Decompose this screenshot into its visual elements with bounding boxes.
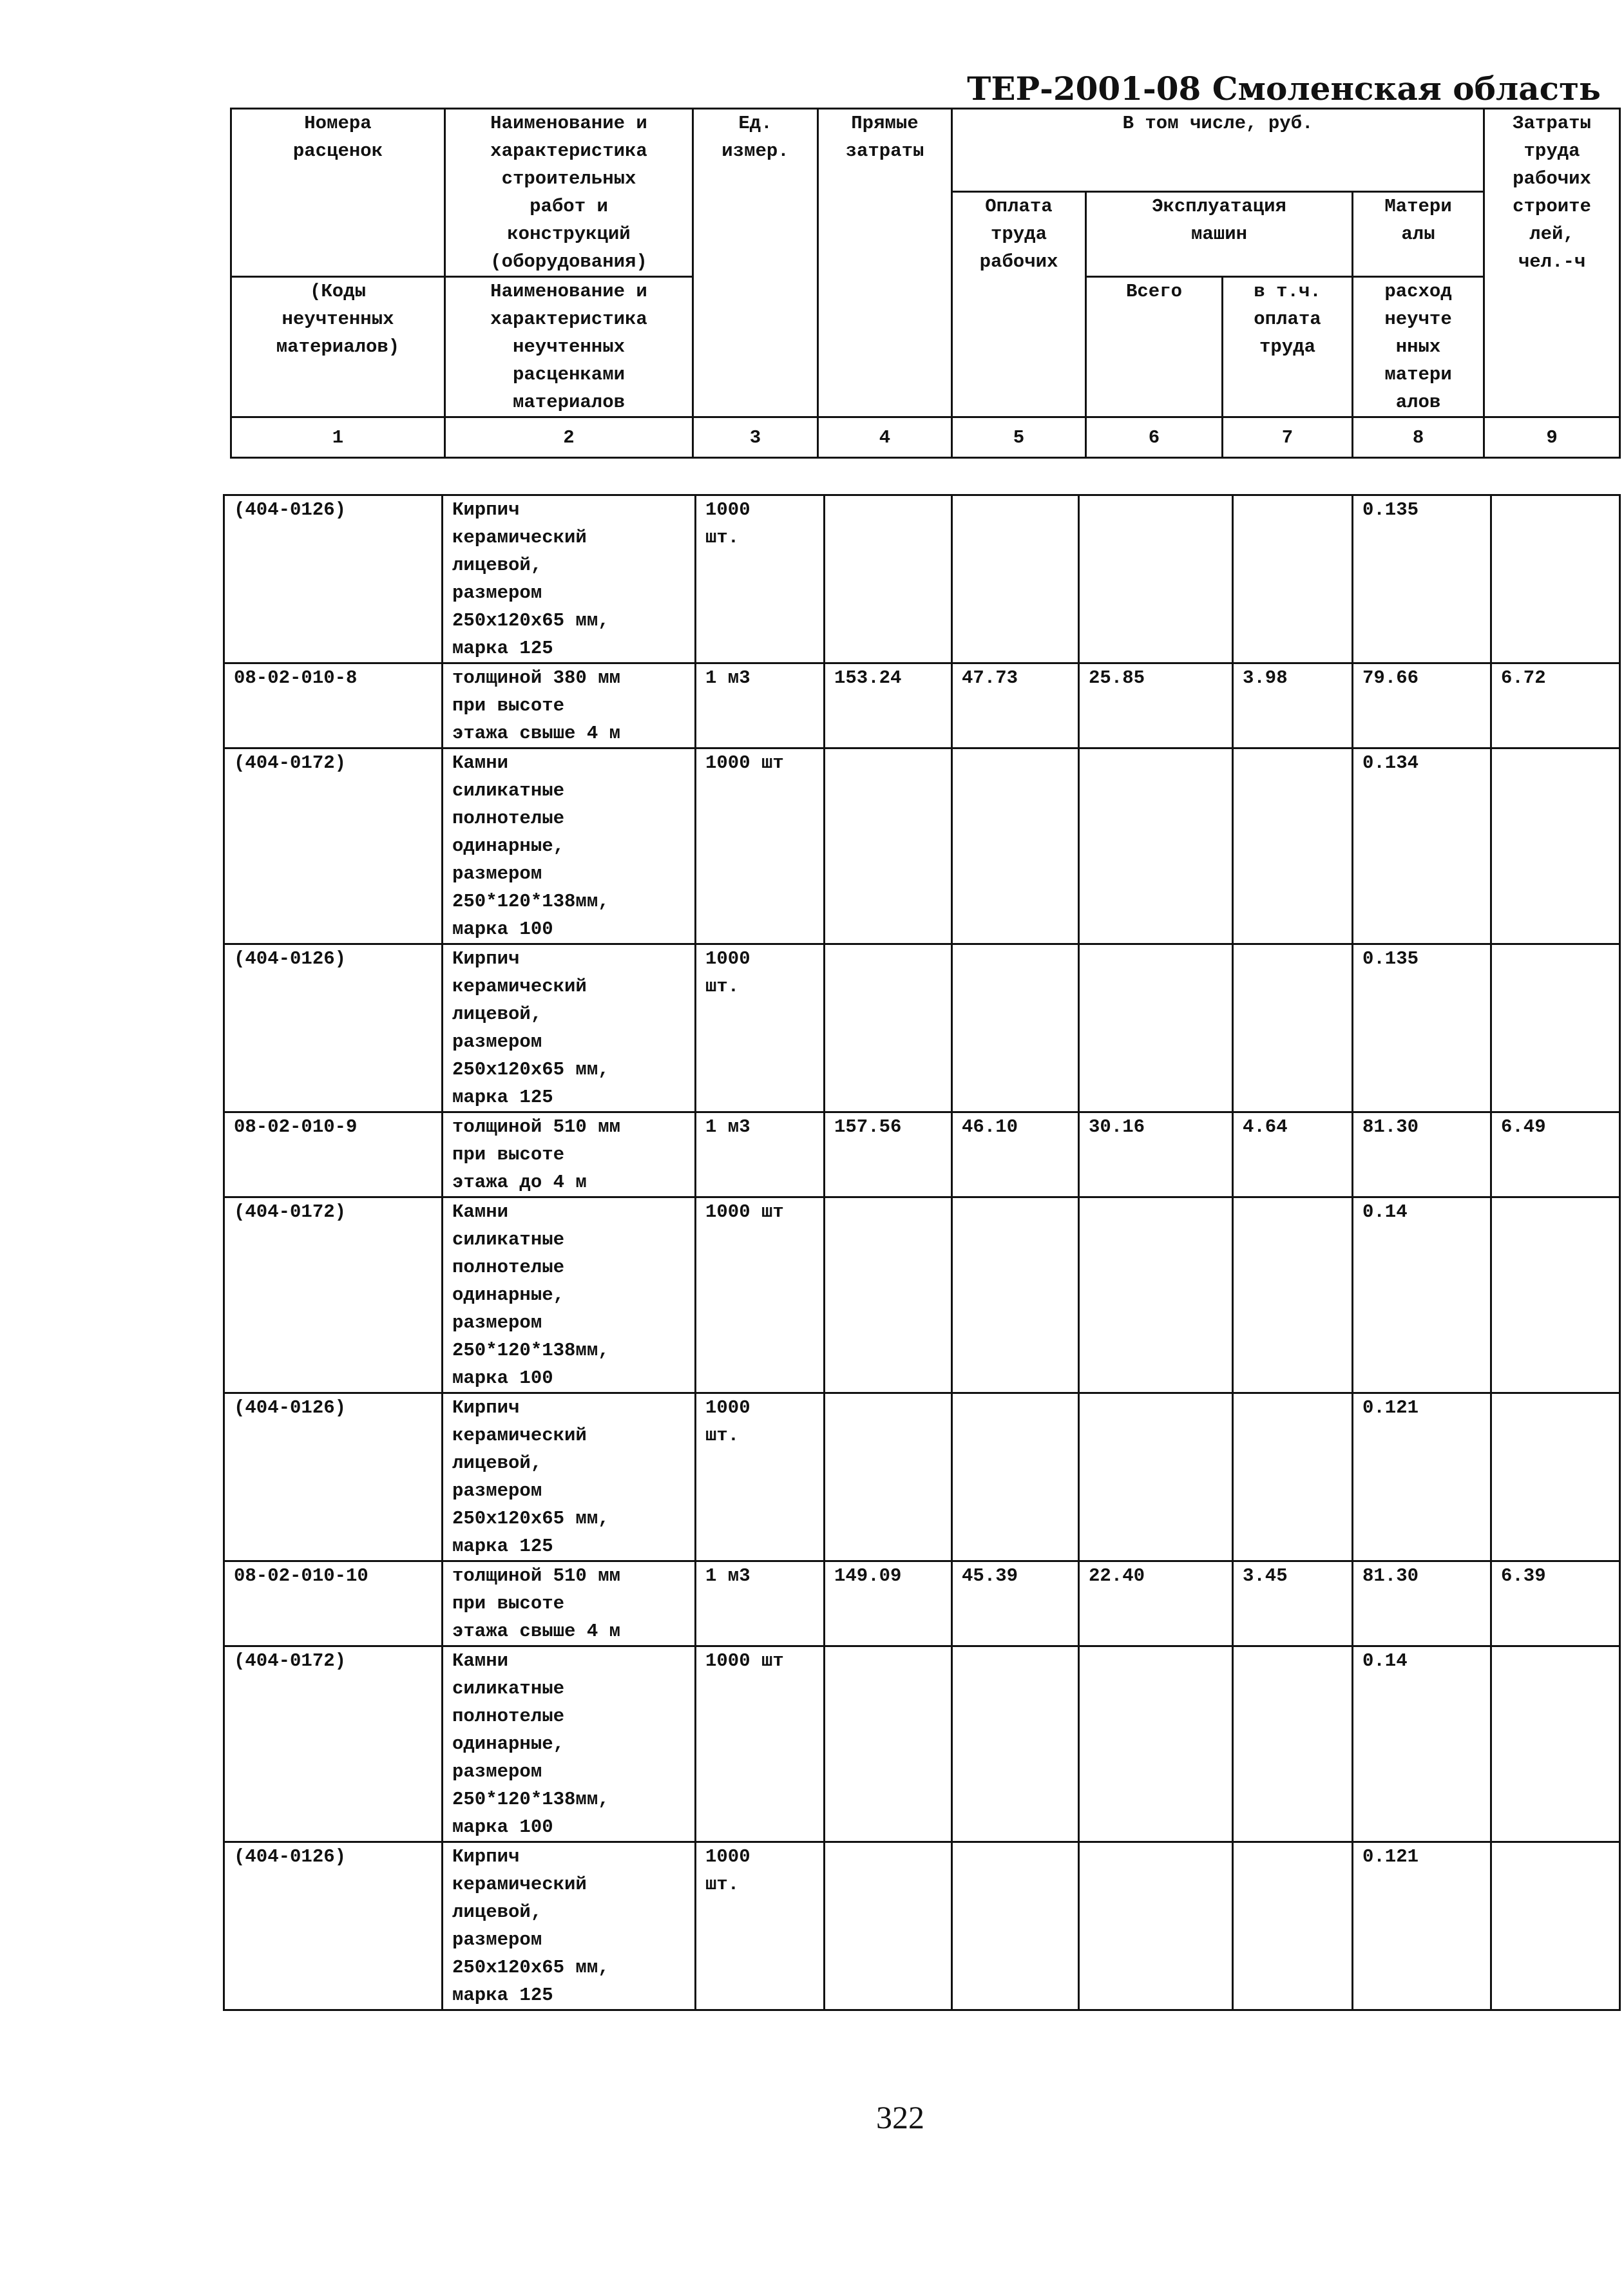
column-number: 5 [952,417,1086,458]
cell-machines-pay: 3.98 [1233,663,1353,748]
cell-direct-costs [825,748,952,944]
cell-rate-code: 08-02-010-10 [224,1561,443,1646]
cell-materials: 81.30 [1353,1561,1491,1646]
cell-labor-hours [1491,1393,1620,1561]
cell-machines-total [1079,1842,1233,2010]
cell-description: толщиной 510 мм при высоте этажа свыше 4 м [443,1561,696,1646]
column-number: 8 [1353,417,1484,458]
header-machines-pay: в т.ч. оплата труда [1223,277,1353,417]
table-row [224,748,1620,944]
column-number: 4 [818,417,952,458]
cell-description: Кирпич керамический лицевой, размером 250x120x65 мм, марка 125 [443,944,696,1112]
cell-rate-code: 08-02-010-9 [224,1112,443,1197]
cell-unit: 1 м3 [696,1561,825,1646]
cell-machines-pay [1233,1393,1353,1561]
cell-machines-pay [1233,495,1353,663]
cell-description: толщиной 510 мм при высоте этажа до 4 м [443,1112,696,1197]
cell-machines-total [1079,1197,1233,1393]
header-machines: Эксплуатация машин [1086,192,1353,277]
cell-rate-code: (404-0126) [224,495,443,663]
cell-worker-pay: 47.73 [952,663,1079,748]
cell-machines-total: 30.16 [1079,1112,1233,1197]
cell-unit: 1000 шт [696,1646,825,1842]
table-row [224,495,1620,663]
cell-rate-code: (404-0172) [224,1197,443,1393]
cell-materials: 79.66 [1353,663,1491,748]
cell-unit: 1000 шт. [696,944,825,1112]
header-material-name: Наименование и характеристика неучтенных расценками материалов [445,277,693,417]
header-direct-costs: Прямые затраты [818,109,952,417]
page-title: ТЕР-2001-08 Смоленская область [967,70,1601,108]
cell-direct-costs [825,1197,952,1393]
table-row [224,944,1620,1112]
header-rate-numbers: Номера расценок [231,109,445,277]
column-number: 3 [693,417,818,458]
cell-machines-pay [1233,1197,1353,1393]
cell-rate-code: (404-0172) [224,1646,443,1842]
cell-rate-code: (404-0172) [224,748,443,944]
cell-machines-pay [1233,1646,1353,1842]
cell-machines-total: 22.40 [1079,1561,1233,1646]
column-numbers-row [231,417,1620,458]
table-row [224,1842,1620,2010]
header-material-consumption: расход неучте нных матери алов [1353,277,1484,417]
cell-rate-code: (404-0126) [224,1842,443,2010]
header-worker-pay: Оплата труда рабочих [952,192,1086,417]
column-number: 9 [1484,417,1620,458]
table-row [224,1646,1620,1842]
table-row [224,1112,1620,1197]
header-materials: Матери алы [1353,192,1484,277]
page-number: 322 [876,2099,924,2135]
cell-labor-hours [1491,1197,1620,1393]
cell-machines-total: 25.85 [1079,663,1233,748]
cell-worker-pay [952,1842,1079,2010]
header-unit: Ед. измер. [693,109,818,417]
cell-labor-hours [1491,495,1620,663]
cell-machines-total [1079,495,1233,663]
cell-direct-costs [825,1842,952,2010]
cell-machines-total [1079,1393,1233,1561]
header-labor-costs: Затраты труда рабочих строите лей, чел.-ч [1484,109,1620,417]
cell-machines-total [1079,944,1233,1112]
cell-direct-costs [825,495,952,663]
table-row [224,1197,1620,1393]
cell-materials: 0.14 [1353,1646,1491,1842]
cell-direct-costs: 149.09 [825,1561,952,1646]
cell-direct-costs: 157.56 [825,1112,952,1197]
cell-labor-hours: 6.39 [1491,1561,1620,1646]
cell-direct-costs: 153.24 [825,663,952,748]
cell-machines-pay: 4.64 [1233,1112,1353,1197]
cell-worker-pay [952,495,1079,663]
column-number: 2 [445,417,693,458]
cell-materials: 0.121 [1353,1842,1491,2010]
cell-machines-pay [1233,1842,1353,2010]
header-machines-total: Всего [1086,277,1223,417]
table-row [224,1561,1620,1646]
cell-rate-code: (404-0126) [224,1393,443,1561]
cell-description: Камни силикатные полнотелые одинарные, размером 250*120*138мм, марка 100 [443,1197,696,1393]
cell-description: Камни силикатные полнотелые одинарные, размером 250*120*138мм, марка 100 [443,1646,696,1842]
cell-materials: 0.14 [1353,1197,1491,1393]
cell-description: Кирпич керамический лицевой, размером 250x120x65 мм, марка 125 [443,495,696,663]
cell-unit: 1000 шт. [696,1842,825,2010]
cell-worker-pay [952,1393,1079,1561]
cell-description: Кирпич керамический лицевой, размером 250x120x65 мм, марка 125 [443,1393,696,1561]
cell-machines-pay: 3.45 [1233,1561,1353,1646]
cell-worker-pay [952,1197,1079,1393]
cell-unit: 1000 шт [696,1197,825,1393]
cell-labor-hours: 6.72 [1491,663,1620,748]
cell-worker-pay: 45.39 [952,1561,1079,1646]
cell-unit: 1000 шт. [696,495,825,663]
cell-machines-total [1079,1646,1233,1842]
column-number: 1 [231,417,445,458]
cell-direct-costs [825,944,952,1112]
cell-direct-costs [825,1646,952,1842]
cell-machines-pay [1233,748,1353,944]
cell-worker-pay [952,748,1079,944]
table-header [230,108,1621,459]
cell-materials: 0.135 [1353,495,1491,663]
cell-worker-pay [952,944,1079,1112]
header-including: В том числе, руб. [952,109,1484,192]
cell-unit: 1000 шт [696,748,825,944]
header-work-name: Наименование и характеристика строительных работ и конструкций (оборудования) [445,109,693,277]
cell-worker-pay [952,1646,1079,1842]
cell-unit: 1 м3 [696,663,825,748]
cell-labor-hours: 6.49 [1491,1112,1620,1197]
cell-description: толщиной 380 мм при высоте этажа свыше 4 м [443,663,696,748]
cell-materials: 0.135 [1353,944,1491,1112]
cell-worker-pay: 46.10 [952,1112,1079,1197]
cell-labor-hours [1491,1646,1620,1842]
cell-machines-total [1079,748,1233,944]
cell-materials: 0.134 [1353,748,1491,944]
cell-unit: 1000 шт. [696,1393,825,1561]
cell-description: Кирпич керамический лицевой, размером 250x120x65 мм, марка 125 [443,1842,696,2010]
column-number: 7 [1223,417,1353,458]
cell-rate-code: 08-02-010-8 [224,663,443,748]
rates-table [223,494,1621,2011]
cell-rate-code: (404-0126) [224,944,443,1112]
cell-unit: 1 м3 [696,1112,825,1197]
cell-materials: 81.30 [1353,1112,1491,1197]
table-row [224,663,1620,748]
column-number: 6 [1086,417,1223,458]
header-material-codes: (Коды неучтенных материалов) [231,277,445,417]
cell-materials: 0.121 [1353,1393,1491,1561]
cell-machines-pay [1233,944,1353,1112]
table-row [224,1393,1620,1561]
cell-labor-hours [1491,1842,1620,2010]
cell-direct-costs [825,1393,952,1561]
cell-labor-hours [1491,748,1620,944]
cell-description: Камни силикатные полнотелые одинарные, размером 250*120*138мм, марка 100 [443,748,696,944]
cell-labor-hours [1491,944,1620,1112]
